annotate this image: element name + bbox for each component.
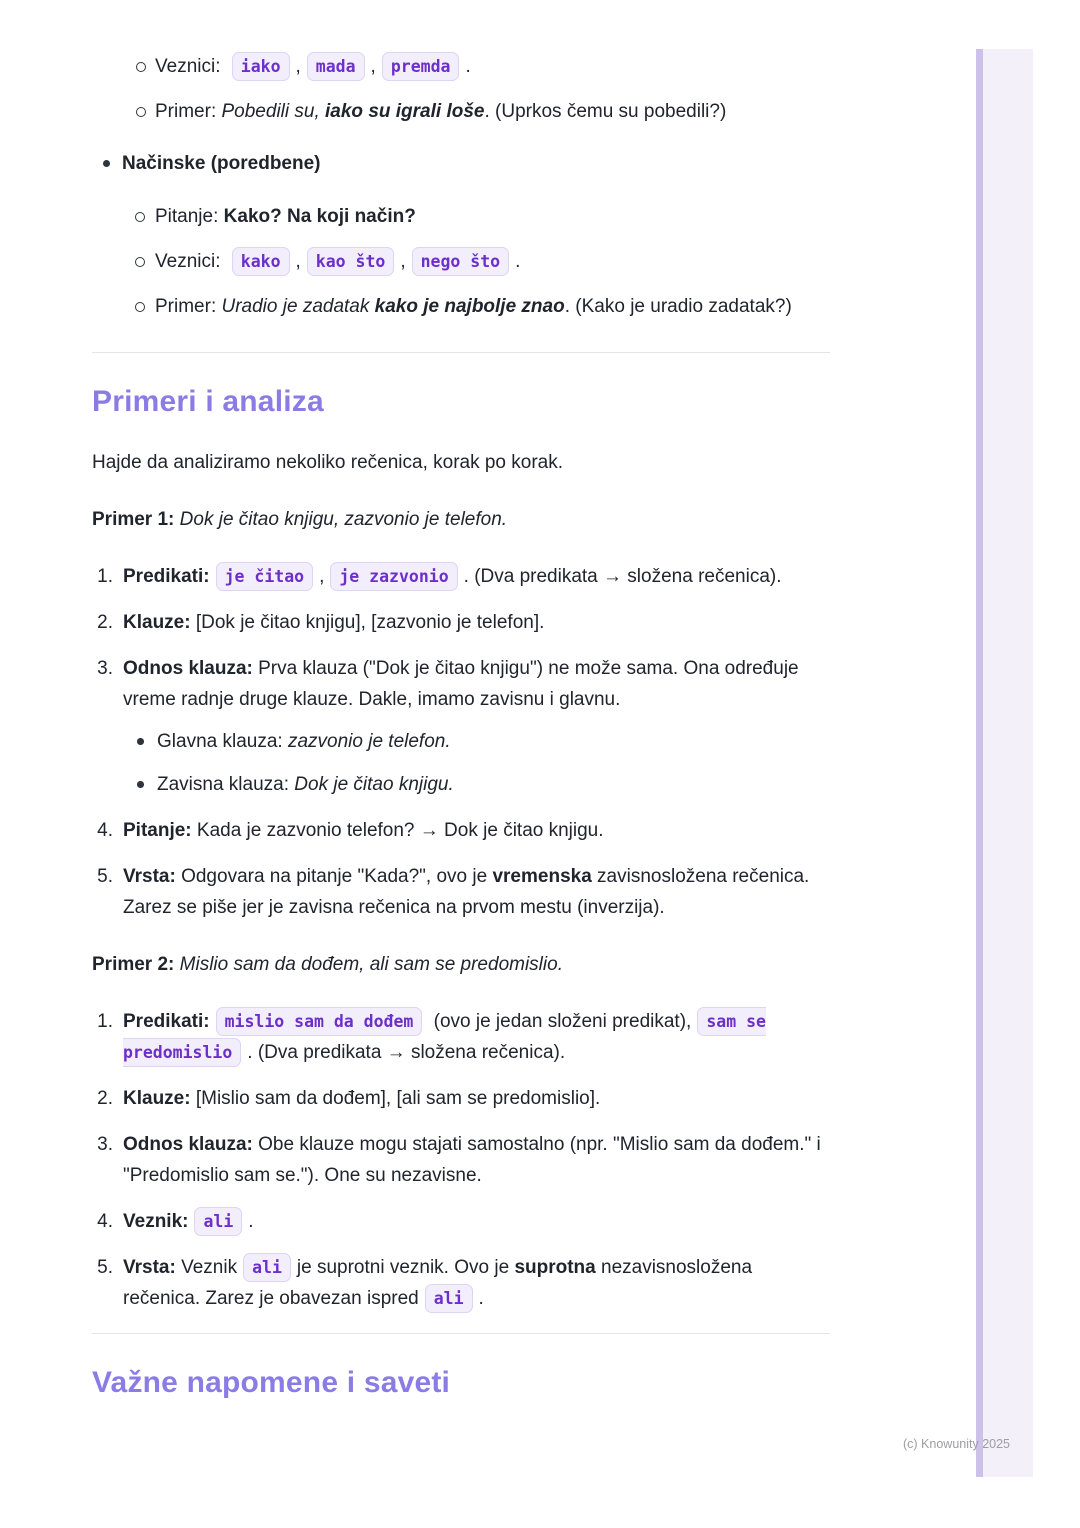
code-tag: iako [232, 52, 290, 81]
list-item-pitanje [122, 201, 830, 232]
code-tag: mada [307, 52, 365, 81]
text-segment: Dok je čitao knjigu, zazvonio je telefon. [179, 509, 508, 530]
text-segment: Glavna klauza: [157, 731, 288, 752]
text-segment: Zavisna klauza: [157, 774, 295, 795]
text-segment: Predikati: [123, 566, 210, 587]
code-tag: sam se predomislio [123, 1007, 766, 1067]
code-tag: ali [194, 1207, 242, 1236]
text-segment: . (Kako je uradio zadatak?) [564, 296, 792, 317]
step-odnos-klauza [92, 653, 830, 800]
text-segment: Veznik: [123, 1211, 189, 1232]
page-content [92, 0, 830, 1402]
step-vrsta [92, 1252, 830, 1314]
step-predikati [92, 561, 830, 592]
text-segment: [Mislio sam da dođem], [ali sam se predomislio]. [190, 1088, 601, 1109]
text-segment: Vrsta: [123, 866, 176, 887]
copyright-notice: (c) Knowunity 2025 [903, 1437, 1011, 1451]
text-segment: Kako? Na koji način? [223, 206, 416, 227]
primer1-label [92, 504, 830, 535]
list-item-primer [122, 291, 830, 322]
text-segment: Vrsta: [123, 1257, 176, 1278]
text-segment: Kada je zazvonio telefon? → Dok je čitao knjigu. [191, 820, 604, 841]
step-klauze [92, 1083, 830, 1114]
code-tag: ali [425, 1284, 473, 1313]
text-segment: Pobedili su, [221, 101, 326, 122]
text-segment: Klauze: [123, 612, 191, 633]
text-segment: zavisnosložena rečenica. Zarez se piše jer je zavisna rečenica na prvom mestu (inverzija). [123, 866, 810, 918]
step-klauze [92, 607, 830, 638]
text-segment: Uradio je zadatak [221, 296, 375, 317]
text-segment: vremenska [492, 866, 592, 887]
step-text [123, 658, 799, 710]
code-tag: je zazvonio [330, 562, 457, 591]
list-item-nacinske [92, 148, 830, 322]
text-segment: Odnos klauza: [123, 1134, 253, 1155]
text-segment: Pitanje: [123, 820, 192, 841]
code-tag: je čitao [216, 562, 313, 591]
text-segment: je suprotni veznik. Ovo je [296, 1257, 515, 1278]
text-segment: . [478, 1288, 484, 1309]
code-tag: ali [243, 1253, 291, 1282]
text-segment: , [319, 566, 325, 587]
text-segment: iako su igrali loše [325, 101, 485, 122]
text-segment: Predikati: [123, 1011, 210, 1032]
text-segment: Odnos klauza: [123, 658, 253, 679]
text-segment: . (Uprkos čemu su pobedili?) [484, 101, 727, 122]
text-segment: Primer 1: [92, 509, 175, 530]
text-segment: , [370, 56, 376, 77]
glavna-klauza-item [123, 726, 830, 757]
text-segment: Obe klauze mogu stajati samostalno (npr. "Mislio sam da dođem." i "Predomislio sam se."). One su nezavisne. [123, 1134, 821, 1186]
code-tag: kao što [307, 247, 395, 276]
text-segment: Primer: [155, 296, 222, 317]
zavisna-klauza-item [123, 769, 830, 800]
list-item-primer [92, 96, 830, 127]
text-segment: , [295, 56, 301, 77]
nacinske-sublist [122, 201, 830, 322]
text-segment: Primer: [155, 101, 222, 122]
primer2-label [92, 949, 830, 980]
primer2-steps [92, 1006, 830, 1314]
text-segment: Mislio sam da dođem, ali sam se predomislio. [179, 954, 563, 975]
text-segment: . [465, 56, 471, 77]
text-segment: Načinske (poredbene) [122, 153, 321, 174]
code-tag: mislio sam da dođem [216, 1007, 423, 1036]
list-item-title [122, 153, 321, 174]
code-tag: premda [382, 52, 460, 81]
text-segment: zazvonio je telefon. [287, 731, 451, 752]
text-segment: kako je najbolje znao [374, 296, 565, 317]
code-tag: nego što [412, 247, 509, 276]
text-segment: Veznici: [155, 56, 226, 77]
text-segment: Odgovara na pitanje "Kada?", ovo je [175, 866, 493, 887]
text-segment: Dok je čitao knjigu. [294, 774, 454, 795]
section-divider [92, 352, 830, 353]
text-segment: Prva klauza ("Dok je čitao knjigu") ne može sama. Ona određuje vreme radnje druge klauze. Dakle, imamo zavisnu i glavnu. [123, 658, 799, 710]
text-segment: Veznici: [155, 251, 226, 272]
text-segment: . [248, 1211, 254, 1232]
text-segment: , [295, 251, 301, 272]
text-segment: Primer 2: [92, 954, 175, 975]
clause-type-list [92, 148, 830, 322]
step-predikati [92, 1006, 830, 1068]
section-divider [92, 1333, 830, 1334]
text-segment: (ovo je jedan složeni predikat), [428, 1011, 692, 1032]
text-segment: . [515, 251, 521, 272]
section-heading-primeri: Primeri i analiza [92, 385, 324, 418]
intro-paragraph: Hajde da analiziramo nekoliko rečenica, korak po korak. [92, 452, 564, 473]
step-odnos-klauza [92, 1129, 830, 1191]
text-segment: , [400, 251, 406, 272]
klauza-sublist [123, 726, 830, 800]
primer1-steps [92, 561, 830, 923]
step-pitanje [92, 815, 830, 846]
concessive-sublist [92, 51, 830, 127]
text-segment: Klauze: [123, 1088, 191, 1109]
step-vrsta [92, 861, 830, 923]
section-heading-napomene: Važne napomene i saveti [92, 1366, 451, 1399]
text-segment: [Dok je čitao knjigu], [zazvonio je telefon]. [190, 612, 545, 633]
text-segment: . (Dva predikata → složena rečenica). [463, 566, 782, 587]
list-item-veznici [122, 246, 830, 277]
step-veznik [92, 1206, 830, 1237]
list-item-veznici [92, 51, 830, 82]
text-segment: Pitanje: [155, 206, 224, 227]
text-segment: . (Dva predikata → složena rečenica). [247, 1042, 566, 1063]
text-segment: nezavisnosložena rečenica. Zarez je obavezan ispred [123, 1257, 753, 1309]
text-segment: Veznik [175, 1257, 238, 1278]
code-tag: kako [232, 247, 290, 276]
right-margin-scroll-strip[interactable] [976, 49, 1033, 1477]
text-segment: suprotna [514, 1257, 596, 1278]
